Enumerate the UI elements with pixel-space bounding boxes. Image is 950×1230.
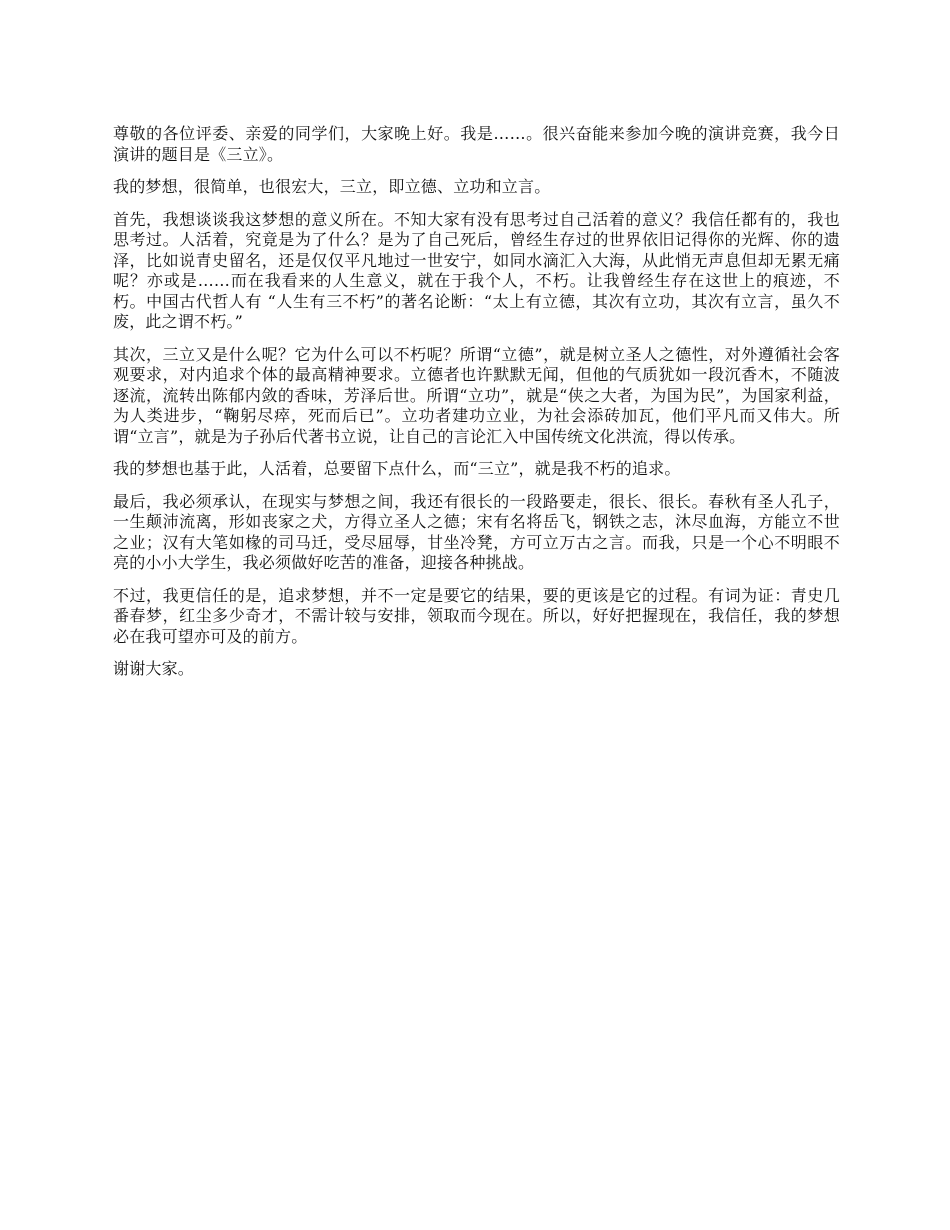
paragraph-basis: 我的梦想也基于此，人活着，总要留下点什么，而“三立”，就是我不朽的追求。 [113,459,681,478]
paragraph-first: 首先，我想谈谈我这梦想的意义所在。不知大家有没有思考过自己活着的意义？我信任都有的，我也思考过。人活着，究竟是为了什么？是为了自己死后，曾经生存过的世界依旧记得你的光辉、你的遗泽，比如说青史留名，还是仅仅平凡地过一世安宁，如同水滴汇入大海，从此悄无声息但却无累无痛呢？亦或是……而在我看来的人生意义，就在于我个人，不朽。让我曾经生存在这世上的痕迹，不朽。中国古代哲人有 “人生有三不朽”的著名论断：“太上有立德，其次有立功，其次有立言，虽久不废，此之谓不朽。” [113,209,840,331]
paragraph-second: 其次，三立又是什么呢？它为什么可以不朽呢？所谓“立德”，就是树立圣人之德性，对外遵循社会客观要求，对内追求个体的最高精神要求。立德者也许默默无闻，但他的气质犹如一段沉香木，不随波逐流，流转出陈郁内敛的香味，芳泽后世。所谓“立功”，就是“侠之大者，为国为民”，为国家利益，为人类进步，“鞠躬尽瘁，死而后已”。立功者建功立业，为社会添砖加瓦，他们平凡而又伟大。所谓“立言”，就是为子孙后代著书立说，让自己的言论汇入中国传统文化洪流，得以传承。 [113,344,840,446]
paragraph-thanks: 谢谢大家。 [113,659,195,678]
paragraph-last: 最后，我必须承认，在现实与梦想之间，我还有很长的一段路要走，很长、很长。春秋有圣人孔子，一生颠沛流离，形如丧家之犬，方得立圣人之德；宋有名将岳飞，钢铁之志，沐尽血海，方能立不世之业；汉有大笔如椽的司马迁，受尽屈辱，甘坐冷凳，方可立万古之言。而我，只是一个心不明眼不亮的小小大学生，我必须做好吃苦的准备，迎接各种挑战。 [113,491,840,572]
paragraph-greeting: 尊敬的各位评委、亲爱的同学们，大家晚上好。我是……。很兴奋能来参加今晚的演讲竞赛，我今日演讲的题目是《三立》。 [113,124,840,164]
paragraph-however: 不过，我更信任的是，追求梦想，并不一定是要它的结果，要的更该是它的过程。有词为证：青史几番春梦，红尘多少奇才，不需计较与安排，领取而今现在。所以，好好把握现在，我信任，我的梦想必在我可望亦可及的前方。 [113,585,840,646]
document-body [113,124,840,692]
paragraph-dream: 我的梦想，很简单，也很宏大，三立，即立德、立功和立言。 [113,177,551,196]
